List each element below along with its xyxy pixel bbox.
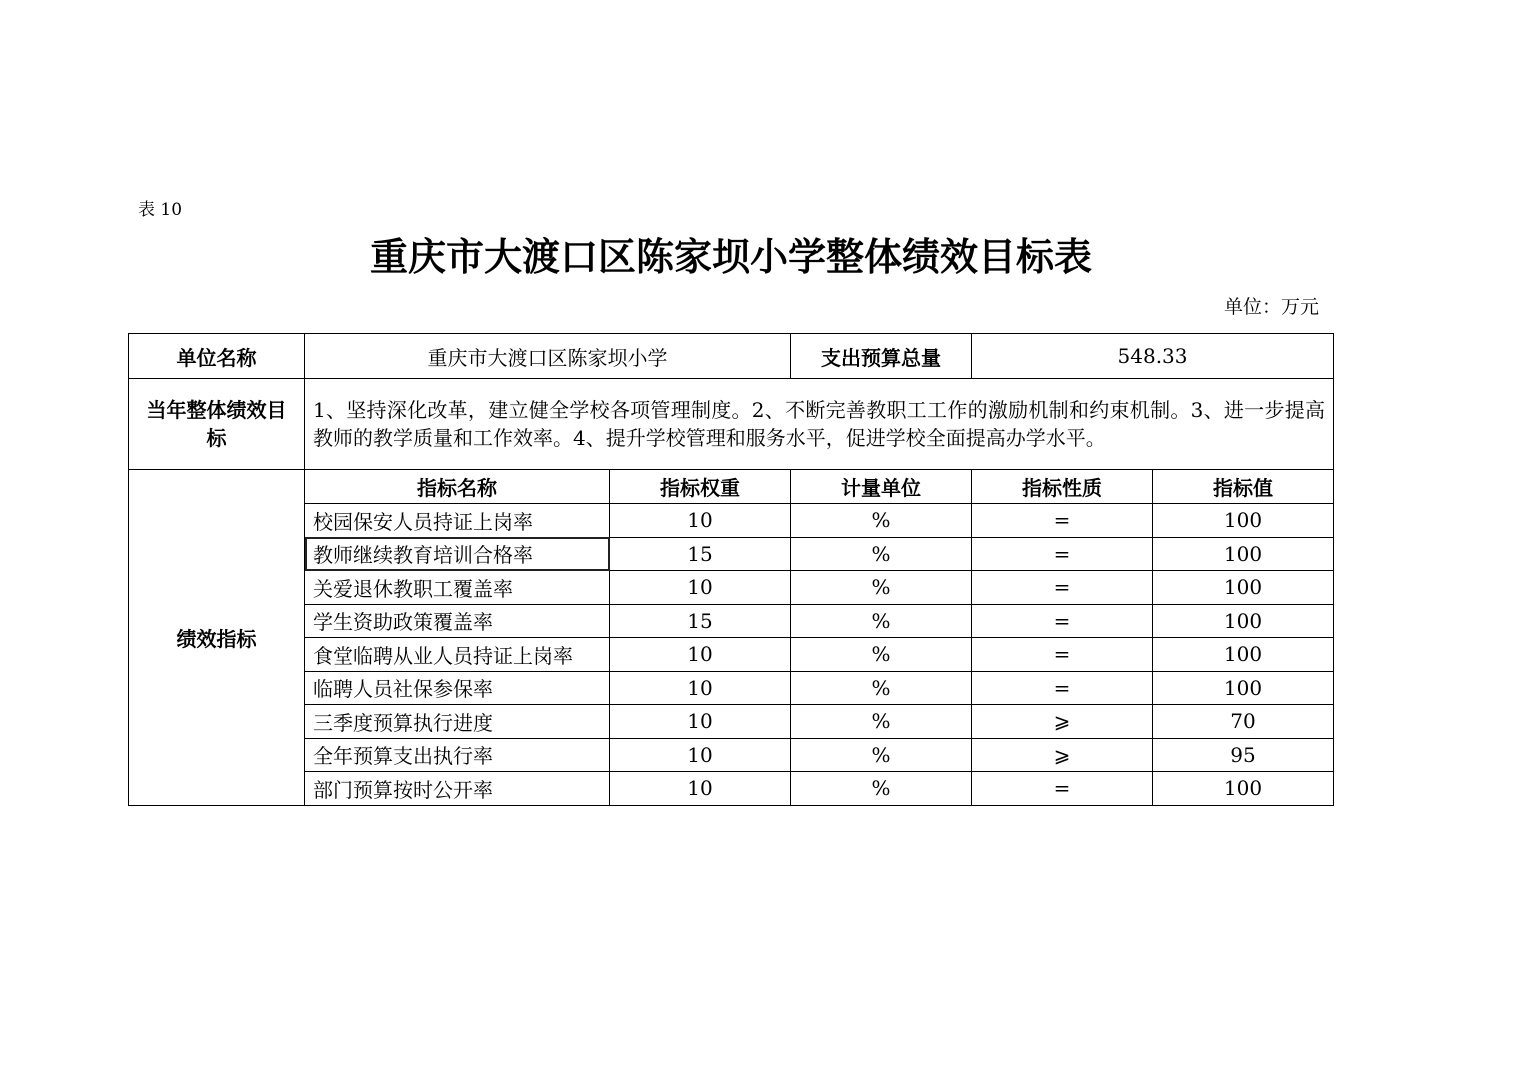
cell-weight[interactable]: 15 xyxy=(610,604,791,638)
cell-value[interactable]: 100 xyxy=(1153,571,1334,605)
cell-value[interactable]: 100 xyxy=(1153,772,1334,806)
cell-unit[interactable]: % xyxy=(791,571,972,605)
col-header-unit: 计量单位 xyxy=(791,470,972,504)
cell-unit[interactable]: % xyxy=(791,537,972,571)
cell-value[interactable]: 100 xyxy=(1153,537,1334,571)
cell-weight[interactable]: 10 xyxy=(610,504,791,538)
table-row xyxy=(129,571,1334,605)
table-row xyxy=(129,671,1334,705)
cell-nature[interactable]: ⩾ xyxy=(972,705,1153,739)
table-row xyxy=(129,738,1334,772)
unit-name-label: 单位名称 xyxy=(129,334,305,379)
table-row xyxy=(129,504,1334,538)
cell-unit[interactable]: % xyxy=(791,604,972,638)
cell-nature[interactable]: = xyxy=(972,571,1153,605)
budget-label: 支出预算总量 xyxy=(791,334,972,379)
col-header-value: 指标值 xyxy=(1153,470,1334,504)
table-number: 表 10 xyxy=(138,200,183,220)
unit-name-value[interactable]: 重庆市大渡口区陈家坝小学 xyxy=(305,334,791,379)
goal-text[interactable]: 1、坚持深化改革，建立健全学校各项管理制度。2、不断完善教职工工作的激励机制和约束机制。3、进一步提高教师的教学质量和工作效率。4、提升学校管理和服务水平，促进学校全面提高办学水平。 xyxy=(305,379,1334,470)
cell-value[interactable]: 100 xyxy=(1153,504,1334,538)
section-label-indicators: 绩效指标 xyxy=(129,470,305,806)
cell-nature[interactable]: = xyxy=(972,638,1153,672)
cell-nature[interactable]: ⩾ xyxy=(972,738,1153,772)
cell-name[interactable]: 部门预算按时公开率 xyxy=(305,772,610,806)
cell-name[interactable]: 教师继续教育培训合格率 xyxy=(305,537,610,571)
cell-nature[interactable]: = xyxy=(972,671,1153,705)
cell-name[interactable]: 食堂临聘从业人员持证上岗率 xyxy=(305,638,610,672)
col-header-nature: 指标性质 xyxy=(972,470,1153,504)
cell-unit[interactable]: % xyxy=(791,772,972,806)
cell-value[interactable]: 100 xyxy=(1153,604,1334,638)
budget-value[interactable]: 548.33 xyxy=(972,334,1334,379)
cell-unit[interactable]: % xyxy=(791,504,972,538)
cell-value[interactable]: 95 xyxy=(1153,738,1334,772)
cell-weight[interactable]: 10 xyxy=(610,705,791,739)
cell-name[interactable]: 学生资助政策覆盖率 xyxy=(305,604,610,638)
cell-unit[interactable]: % xyxy=(791,671,972,705)
cell-name[interactable]: 校园保安人员持证上岗率 xyxy=(305,504,610,538)
cell-weight[interactable]: 10 xyxy=(610,638,791,672)
cell-weight[interactable]: 15 xyxy=(610,537,791,571)
cell-nature[interactable]: = xyxy=(972,504,1153,538)
cell-nature[interactable]: = xyxy=(972,537,1153,571)
cell-name[interactable]: 全年预算支出执行率 xyxy=(305,738,610,772)
cell-name[interactable]: 临聘人员社保参保率 xyxy=(305,671,610,705)
cell-unit[interactable]: % xyxy=(791,738,972,772)
cell-weight[interactable]: 10 xyxy=(610,671,791,705)
table-row xyxy=(129,772,1334,806)
cell-nature[interactable]: = xyxy=(972,604,1153,638)
cell-weight[interactable]: 10 xyxy=(610,772,791,806)
cell-value[interactable]: 100 xyxy=(1153,671,1334,705)
cell-value[interactable]: 70 xyxy=(1153,705,1334,739)
cell-value[interactable]: 100 xyxy=(1153,638,1334,672)
cell-name[interactable]: 关爱退休教职工覆盖率 xyxy=(305,571,610,605)
indicator-body xyxy=(129,470,1334,806)
goal-label: 当年整体绩效目标 xyxy=(129,379,305,470)
cell-nature[interactable]: = xyxy=(972,772,1153,806)
cell-name[interactable]: 三季度预算执行进度 xyxy=(305,705,610,739)
cell-weight[interactable]: 10 xyxy=(610,738,791,772)
cell-unit[interactable]: % xyxy=(791,705,972,739)
table-row xyxy=(129,604,1334,638)
cell-weight[interactable]: 10 xyxy=(610,571,791,605)
table-row xyxy=(129,638,1334,672)
col-header-weight: 指标权重 xyxy=(610,470,791,504)
col-header-name: 指标名称 xyxy=(305,470,610,504)
performance-table xyxy=(128,333,1334,806)
cell-unit[interactable]: % xyxy=(791,638,972,672)
page-title: 重庆市大渡口区陈家坝小学整体绩效目标表 xyxy=(369,235,1092,279)
unit-label: 单位：万元 xyxy=(1224,296,1320,318)
table-row xyxy=(129,705,1334,739)
table-row xyxy=(129,537,1334,571)
